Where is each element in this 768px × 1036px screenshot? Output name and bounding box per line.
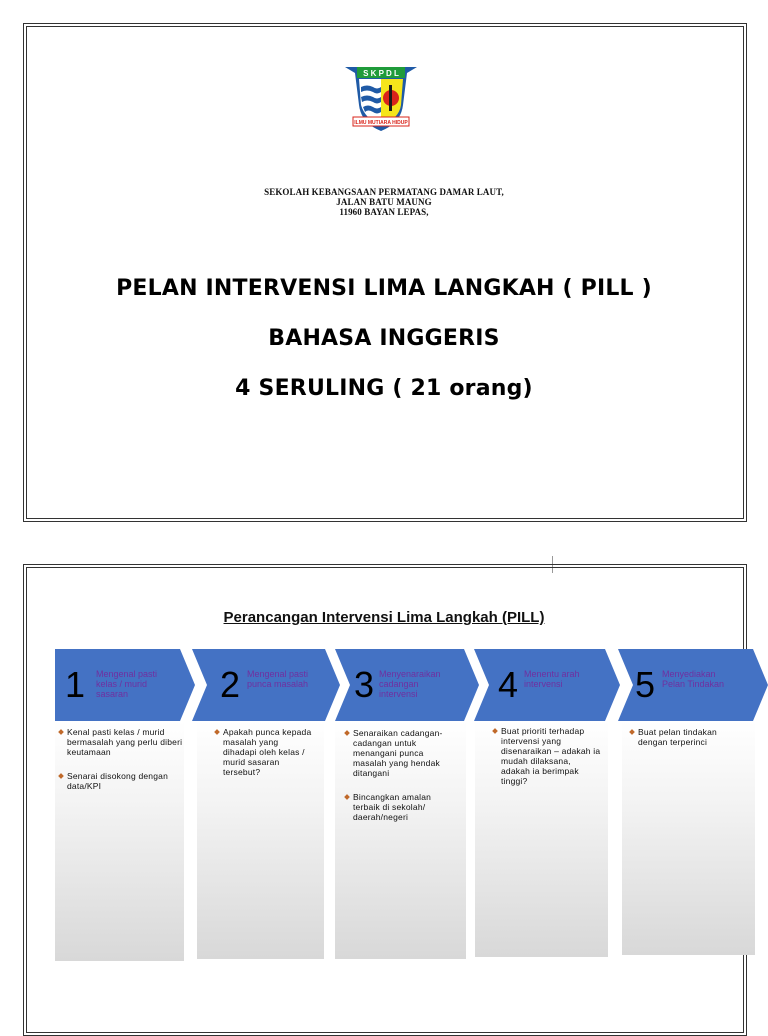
step-2-details: [197, 721, 324, 959]
step-number: 2: [220, 664, 241, 705]
step-number: 3: [354, 664, 375, 705]
step-5: [618, 649, 768, 721]
list-item: Buat pelan tindakan dengan terperinci: [626, 727, 743, 747]
logo-motto: ILMU MUTIARA HIDUP: [354, 120, 408, 126]
plan-title: Perancangan Intervensi Lima Langkah (PILL): [223, 609, 545, 626]
step-number: 4: [498, 664, 519, 705]
step-label: Mengenal pasti punca masalah: [247, 669, 309, 689]
step-3: [335, 649, 479, 721]
logo-abbrev: S K P D L: [363, 69, 399, 78]
list-item: Kenal pasti kelas / murid bermasalah yang perlu diberi keutamaan: [55, 727, 184, 757]
school-logo: [343, 65, 419, 133]
school-postcode: 11960 BAYAN LEPAS,: [339, 207, 429, 217]
step-label: Menyenaraikan cadangan intervensi: [379, 669, 441, 699]
list-item: Bincangkan amalan terbaik di sekolah/ daerah/negeri: [341, 792, 456, 822]
step-5-details: [622, 721, 755, 955]
step-label: Mengenal pasti kelas / murid sasaran: [96, 669, 158, 699]
list-item: Buat prioriti terhadap intervensi yang disenaraikan – adakah ia mudah dilaksana, adakah ia berimpak tinggi?: [489, 726, 602, 786]
list-item: Senarai disokong dengan data/KPI: [55, 771, 184, 791]
main-title: PELAN INTERVENSI LIMA LANGKAH ( PILL ): [116, 276, 652, 301]
subject-title: BAHASA INGGERIS: [268, 326, 500, 351]
step-1: [55, 649, 195, 721]
step-2: [192, 649, 340, 721]
list-item: Apakah punca kepada masalah yang dihadapi oleh kelas / murid sasaran tersebut?: [211, 727, 314, 777]
step-1-details: [55, 721, 184, 961]
school-street: JALAN BATU MAUNG: [336, 197, 432, 207]
school-name: SEKOLAH KEBANGSAAN PERMATANG DAMAR LAUT,: [264, 187, 504, 197]
step-number: 1: [65, 664, 86, 705]
step-label: Menentu arah intervensi: [524, 669, 580, 689]
list-item: Senaraikan cadangan-cadangan untuk menangani punca masalah yang hendak ditangani: [341, 728, 456, 778]
step-4-details: [475, 721, 608, 957]
step-4: [474, 649, 620, 721]
step-chevrons: [55, 649, 768, 721]
step-number: 5: [635, 664, 656, 705]
class-title: 4 SERULING ( 21 orang): [235, 376, 533, 401]
step-label: Menyediakan Pelan Tindakan: [662, 669, 725, 689]
step-3-details: [335, 721, 466, 959]
